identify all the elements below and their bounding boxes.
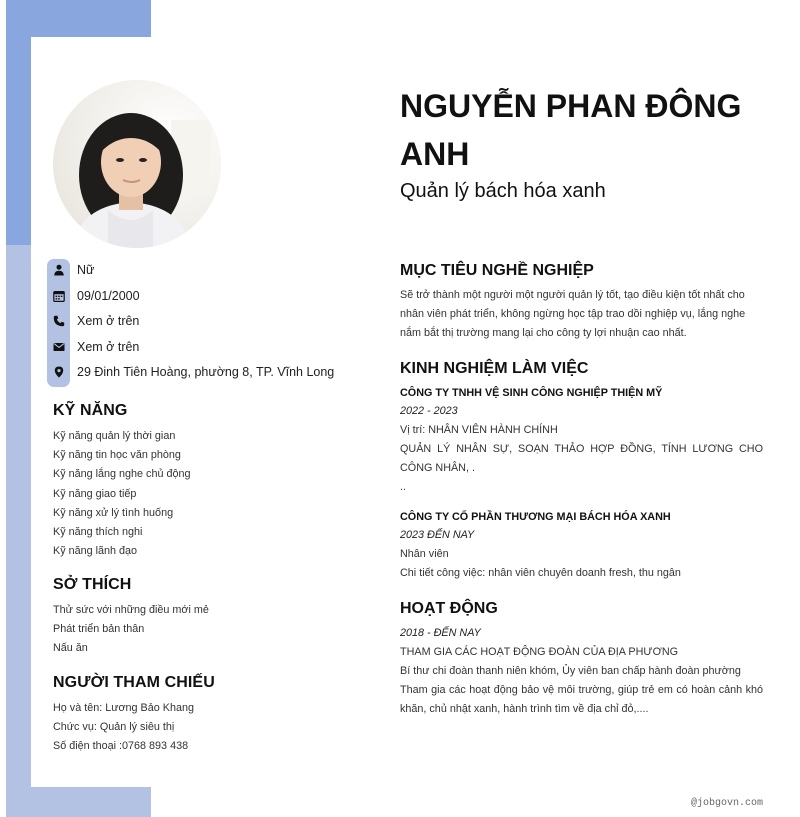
email-value: Xem ở trên	[77, 340, 140, 354]
job-position: Vị trí: NHÂN VIÊN HÀNH CHÍNH	[400, 424, 558, 436]
gender-value: Nữ	[77, 263, 95, 277]
contact-phone	[47, 309, 139, 333]
person-icon	[47, 258, 70, 282]
skill-item: Kỹ năng quản lý thời gian	[53, 430, 176, 442]
calendar-icon	[47, 284, 70, 308]
job-entry	[400, 384, 763, 497]
job-period: 2023 ĐẾN NAY	[400, 529, 475, 541]
job-company: CÔNG TY CỔ PHẦN THƯƠNG MẠI BÁCH HÓA XANH	[400, 511, 671, 523]
skill-item: Kỹ năng tin học văn phòng	[53, 449, 181, 462]
reference-item: Họ và tên: Lương Bảo Khang	[53, 702, 194, 714]
activities-heading: HOẠT ĐỘNG	[400, 600, 498, 617]
activities-section	[400, 600, 763, 719]
address-value: 29 Đinh Tiên Hoàng, phường 8, TP. Vĩnh Long	[77, 365, 335, 379]
job-period: 2022 - 2023	[400, 405, 458, 417]
skill-item: Kỹ năng giao tiếp	[53, 487, 137, 500]
job-company: CÔNG TY TNHH VỆ SINH CÔNG NGHIỆP THIỆN MỸ	[400, 387, 663, 399]
activity-title: THAM GIA CÁC HOẠT ĐỘNG ĐOÀN CỦA ĐỊA PHƯƠNG	[400, 646, 679, 658]
skill-item: Kỹ năng lắng nghe chủ động	[53, 468, 191, 481]
hobby-item: Thử sức với những điều mới mẻ	[53, 604, 209, 616]
birthday-value: 09/01/2000	[77, 289, 140, 303]
objective-text: Sẽ trở thành một người một người quản lý tốt, tạo điều kiện tốt nhất cho nhân viên phát triển, không ngừng học tập trao dồi nghiệp vụ, lắng nghe nắm bắt thị trường mang lại cho công ty lợi nhuận cao nhất.	[400, 289, 746, 339]
skill-item: Kỹ năng thích nghi	[53, 526, 143, 539]
activity-line: Bí thư chi đoàn thanh niên khóm, Ủy viên ban chấp hành đoàn phường	[400, 665, 741, 677]
phone-value: Xem ở trên	[77, 314, 140, 328]
experience-section	[400, 360, 763, 583]
experience-heading: KINH NGHIỆM LÀM VIỆC	[400, 360, 589, 377]
job-detail: QUẢN LÝ NHÂN SỰ, SOẠN THẢO HỢP ĐỒNG, TÍNH LƯƠNG CHO CÔNG NHÂN, .	[400, 443, 763, 474]
job-entry	[400, 508, 763, 583]
contact-address	[47, 360, 334, 384]
avatar-photo	[53, 80, 221, 248]
candidate-name: NGUYỄN PHAN ĐÔNG ANH	[400, 88, 742, 172]
contact-gender	[47, 258, 94, 282]
skill-item: Kỹ năng lãnh đạo	[53, 545, 138, 558]
hobby-item: Phát triển bản thân	[53, 623, 145, 636]
reference-item: Chức vụ: Quản lý siêu thị	[53, 721, 175, 734]
avatar	[53, 80, 221, 248]
skills-section	[53, 402, 373, 561]
contact-email	[47, 335, 139, 359]
references-section	[53, 674, 373, 757]
activity-period: 2018 - ĐẾN NAY	[400, 627, 481, 639]
objective-section	[400, 262, 763, 343]
job-detail: Chi tiết công việc: nhân viên chuyên doanh fresh, thu ngân	[400, 567, 681, 579]
contact-birthday	[47, 284, 140, 308]
hobbies-section	[53, 576, 373, 659]
phone-icon	[47, 309, 70, 333]
references-heading: NGƯỜI THAM CHIẾU	[53, 674, 215, 691]
job-extra: ..	[400, 481, 406, 493]
hobby-item: Nấu ăn	[53, 642, 88, 655]
reference-item: Số điện thoại :0768 893 438	[53, 740, 189, 753]
objective-heading: MỤC TIÊU NGHỀ NGHIỆP	[400, 262, 594, 279]
skill-item: Kỹ năng xử lý tình huống	[53, 506, 174, 519]
location-pin-icon	[47, 360, 70, 384]
activity-line: Tham gia các hoạt động bảo vệ môi trường, giúp trẻ em có hoàn cảnh khó khăn, chủ nhật xanh, hành trình tìm về địa chỉ đỏ,....	[400, 684, 763, 715]
skills-heading: KỸ NĂNG	[53, 402, 128, 419]
candidate-title: Quản lý bách hóa xanh	[400, 180, 606, 202]
hobbies-heading: SỞ THÍCH	[53, 576, 132, 593]
watermark: @jobgovn.com	[690, 798, 763, 809]
email-icon	[47, 335, 70, 359]
job-position: Nhân viên	[400, 548, 449, 560]
